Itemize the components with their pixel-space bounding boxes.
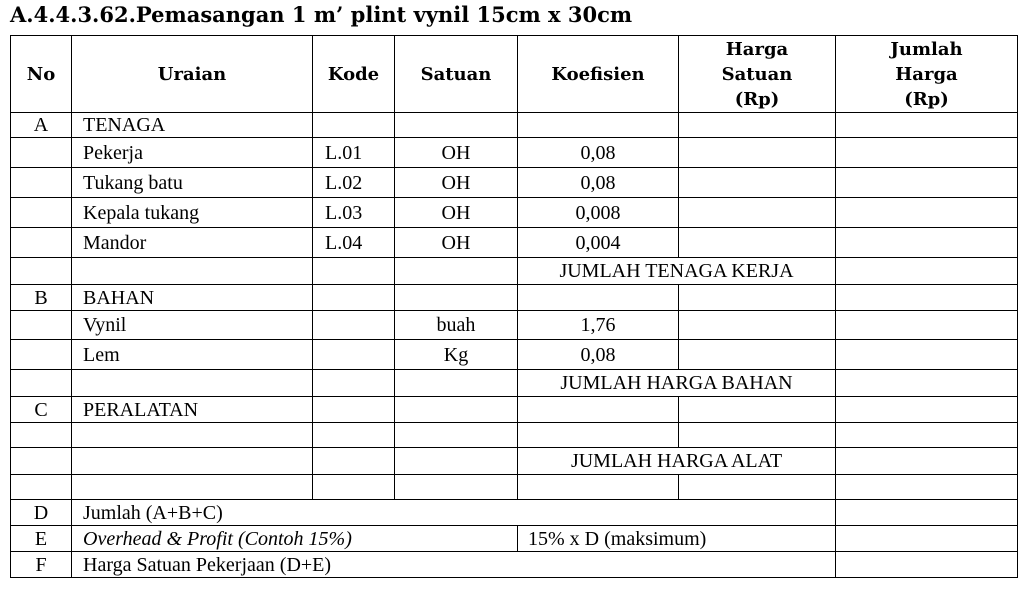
- item-satuan: buah: [395, 311, 518, 340]
- item-kode: L.03: [313, 198, 395, 228]
- summary-label: Overhead & Profit (Contoh 15%): [72, 526, 518, 552]
- summary-note: 15% x D (maksimum): [518, 526, 836, 552]
- item-uraian: Vynil: [72, 311, 313, 340]
- section-label: TENAGA: [72, 113, 313, 138]
- ahsp-table: [10, 35, 1018, 578]
- header-row: [11, 36, 1018, 113]
- section-row-peralatan: [11, 397, 1018, 423]
- summary-row-f: [11, 552, 1018, 578]
- item-uraian: Lem: [72, 340, 313, 370]
- summary-no: E: [11, 526, 72, 552]
- subtotal-row-alat: [11, 448, 1018, 475]
- table-row: [11, 228, 1018, 258]
- item-koefisien: 0,008: [518, 198, 679, 228]
- section-no: B: [11, 285, 72, 311]
- table-row: [11, 340, 1018, 370]
- section-label: PERALATAN: [72, 397, 313, 423]
- header-kode: Kode: [313, 36, 395, 113]
- header-no: No: [11, 36, 72, 113]
- summary-label: Harga Satuan Pekerjaan (D+E): [72, 552, 836, 578]
- item-koefisien: 0,004: [518, 228, 679, 258]
- subtotal-label: JUMLAH HARGA ALAT: [518, 448, 836, 475]
- subtotal-label: JUMLAH TENAGA KERJA: [518, 258, 836, 285]
- header-koefisien: Koefisien: [518, 36, 679, 113]
- header-harga-satuan: Harga Satuan (Rp): [679, 36, 836, 113]
- table-row: [11, 168, 1018, 198]
- header-satuan: Satuan: [395, 36, 518, 113]
- item-koefisien: 0,08: [518, 340, 679, 370]
- section-row-tenaga: [11, 113, 1018, 138]
- item-uraian: Tukang batu: [72, 168, 313, 198]
- header-jumlah-harga: Jumlah Harga (Rp): [836, 36, 1018, 113]
- item-satuan: Kg: [395, 340, 518, 370]
- item-koefisien: 0,08: [518, 138, 679, 168]
- summary-no: F: [11, 552, 72, 578]
- table-row: [11, 138, 1018, 168]
- section-no: C: [11, 397, 72, 423]
- item-uraian: Kepala tukang: [72, 198, 313, 228]
- page-title: A.4.4.3.62.Pemasangan 1 m’ plint vynil 15cm x 30cm: [10, 2, 633, 27]
- table-row: [11, 423, 1018, 448]
- item-kode: L.01: [313, 138, 395, 168]
- subtotal-row-tenaga: [11, 258, 1018, 285]
- summary-label: Jumlah (A+B+C): [72, 500, 836, 526]
- item-koefisien: 0,08: [518, 168, 679, 198]
- table-row: [11, 311, 1018, 340]
- section-label: BAHAN: [72, 285, 313, 311]
- item-satuan: OH: [395, 168, 518, 198]
- summary-row-d: [11, 500, 1018, 526]
- summary-row-e: [11, 526, 1018, 552]
- item-satuan: OH: [395, 228, 518, 258]
- item-koefisien: 1,76: [518, 311, 679, 340]
- subtotal-row-bahan: [11, 370, 1018, 397]
- table-row: [11, 198, 1018, 228]
- item-kode: L.02: [313, 168, 395, 198]
- item-uraian: Mandor: [72, 228, 313, 258]
- section-no: A: [11, 113, 72, 138]
- subtotal-label: JUMLAH HARGA BAHAN: [518, 370, 836, 397]
- header-uraian: Uraian: [72, 36, 313, 113]
- summary-no: D: [11, 500, 72, 526]
- item-uraian: Pekerja: [72, 138, 313, 168]
- item-satuan: OH: [395, 198, 518, 228]
- section-row-bahan: [11, 285, 1018, 311]
- table-row: [11, 475, 1018, 500]
- item-kode: L.04: [313, 228, 395, 258]
- item-satuan: OH: [395, 138, 518, 168]
